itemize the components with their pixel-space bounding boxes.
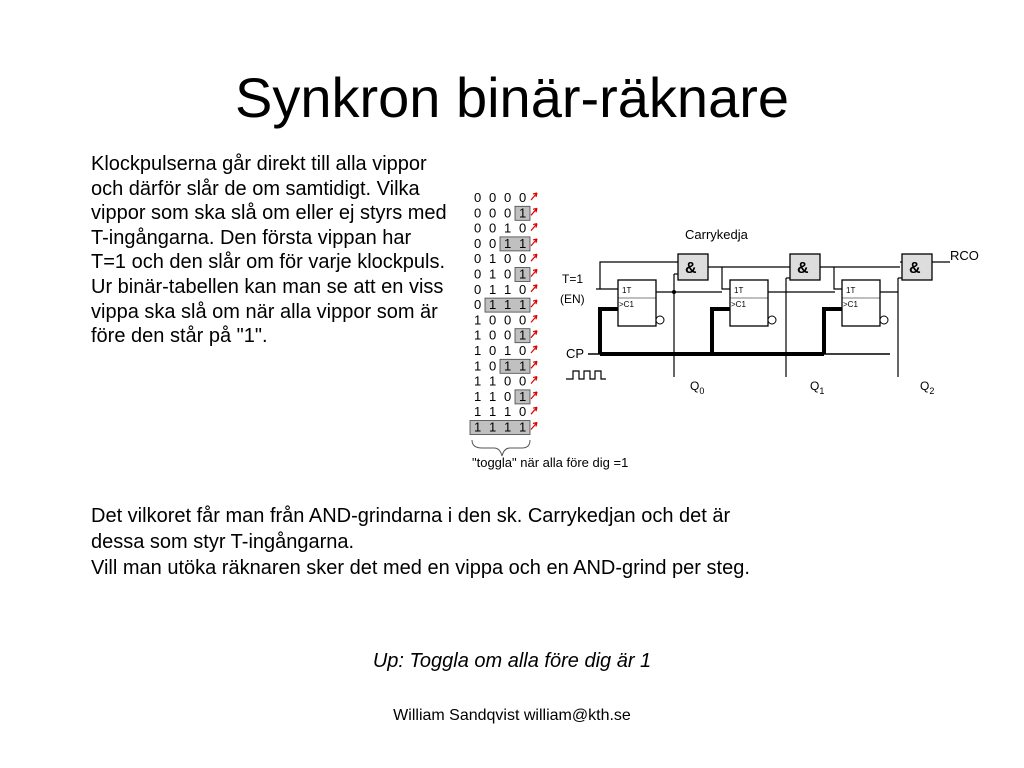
flip-flop-2	[842, 280, 888, 326]
table-bit: 1	[519, 297, 527, 313]
toggle-arrow-icon	[531, 254, 537, 261]
table-bit: 0	[504, 327, 512, 343]
toggle-arrow-icon	[531, 193, 537, 200]
and0-symbol: &	[685, 260, 697, 277]
table-bit: 0	[474, 266, 482, 282]
intro-paragraph: Klockpulserna går direkt till alla vippor och därför slår de om samtidigt. Vilka vippor som ska slå om eller ej styrs med T-ingångarna. Den första vippan har T=1 och den slår om för varje klockpuls. Ur binär-tabellen kan man se att en viss vippa ska slå om när alla vippor som är före den står på "1".	[91, 153, 447, 348]
clk-to-ff1	[712, 309, 730, 354]
ff0-c-label: >C1	[619, 300, 634, 309]
table-bit: 0	[504, 312, 512, 328]
table-bit: 1	[474, 404, 482, 420]
body-line-2: dessa som styr T-ingångarna.	[91, 531, 355, 553]
table-caption: "toggla" när alla före dig =1	[472, 455, 629, 470]
table-bit: 1	[504, 343, 512, 358]
slide-title: Synkron binär-räknare	[234, 66, 790, 129]
table-bit: 0	[489, 343, 497, 358]
table-bit: 0	[489, 205, 497, 221]
q1-label: $Q_1$	[810, 379, 825, 396]
flip-flop-0	[618, 280, 664, 326]
table-bit: 1	[474, 343, 482, 358]
table-bit: 1	[504, 281, 512, 297]
toggle-arrow-icon	[531, 331, 537, 338]
table-bit: 0	[489, 358, 497, 374]
toggle-arrow-icon	[531, 270, 537, 277]
table-bit: 0	[489, 220, 497, 236]
table-bit: 1	[519, 358, 527, 374]
table-bit: 1	[519, 266, 527, 282]
table-bit: 0	[474, 281, 482, 297]
table-bit: 1	[519, 419, 527, 435]
table-bit: 1	[474, 327, 482, 343]
table-bit: 0	[519, 190, 527, 205]
table-bit: 0	[474, 205, 482, 221]
table-bit: 1	[504, 235, 512, 251]
table-bit: 0	[519, 312, 527, 328]
table-bit: 0	[519, 251, 527, 267]
table-bit: 0	[519, 220, 527, 236]
table-bit: 1	[519, 388, 527, 404]
and-gate-0	[678, 254, 708, 280]
table-bit: 0	[504, 373, 512, 389]
table-bit: 0	[474, 235, 482, 251]
cp-label: CP	[566, 346, 585, 361]
toggle-arrow-icon	[531, 377, 537, 384]
table-bit: 1	[489, 419, 497, 435]
table-bit: 0	[489, 312, 497, 328]
toggle-arrow-icon	[531, 392, 537, 399]
table-bit: 1	[489, 251, 497, 267]
table-bit: 1	[474, 419, 482, 435]
toggle-arrow-icon	[531, 361, 537, 368]
up-rule-text: Up: Toggla om alla före dig är 1	[372, 650, 652, 672]
clk-to-ff0	[600, 309, 618, 354]
and1-to-t2	[834, 267, 842, 289]
table-bit: 1	[489, 266, 497, 282]
table-bit: 1	[474, 312, 482, 328]
toggle-arrow-icon	[531, 346, 537, 353]
table-bit: 1	[489, 373, 497, 389]
table-bit: 1	[489, 388, 497, 404]
t-label: T=1	[562, 272, 584, 286]
table-bit: 0	[474, 220, 482, 236]
ff2-t-label: 1T	[846, 286, 856, 295]
ff1-t-label: 1T	[734, 286, 744, 295]
table-brace	[472, 440, 530, 456]
ff2-c-label: >C1	[843, 300, 858, 309]
toggle-arrow-icon	[531, 407, 537, 414]
table-bit: 0	[519, 373, 527, 389]
table-bit: 1	[519, 327, 527, 343]
binary-table	[470, 190, 537, 435]
table-bit: 1	[519, 205, 527, 221]
rco-label: RCO	[950, 248, 979, 263]
toggle-arrow-icon	[531, 224, 537, 231]
en-label: (EN)	[560, 292, 585, 306]
q0-label: $Q_0$	[690, 379, 705, 396]
ff0-t-label: 1T	[622, 286, 632, 295]
and0-to-t1	[722, 267, 730, 289]
and1-symbol: &	[797, 260, 809, 277]
explanation-body	[91, 503, 971, 581]
clock-waveform	[566, 371, 606, 379]
toggle-arrow-icon	[531, 239, 537, 246]
table-bit: 1	[504, 404, 512, 420]
table-bit: 0	[489, 190, 497, 205]
table-bit: 1	[519, 235, 527, 251]
table-bit: 0	[504, 190, 512, 205]
table-bit: 1	[504, 358, 512, 374]
table-bit: 1	[489, 281, 497, 297]
table-bit: 1	[489, 404, 497, 420]
and-gate-2	[902, 254, 932, 280]
body-line-1: Det vilkoret får man från AND-grindarna i den sk. Carrykedjan och det är	[91, 505, 731, 527]
table-bit: 0	[519, 404, 527, 420]
counter-circuit-figure	[460, 182, 988, 482]
table-bit: 0	[504, 388, 512, 404]
toggle-arrow-icon	[531, 208, 537, 215]
table-bit: 1	[474, 373, 482, 389]
flip-flop-1	[730, 280, 776, 326]
table-bit: 1	[504, 220, 512, 236]
table-bit: 1	[489, 297, 497, 313]
table-bit: 1	[504, 297, 512, 313]
table-bit: 0	[504, 205, 512, 221]
table-bit: 0	[489, 327, 497, 343]
table-bit: 0	[474, 297, 482, 313]
table-bit: 0	[519, 343, 527, 358]
and-gate-1	[790, 254, 820, 280]
table-bit: 0	[519, 281, 527, 297]
carry-label: Carrykedja	[685, 227, 748, 242]
ff1-c-label: >C1	[731, 300, 746, 309]
body-line-3: Vill man utöka räknaren sker det med en vippa och en AND-grind per steg.	[91, 557, 750, 579]
toggle-arrow-icon	[531, 285, 537, 292]
table-bit: 1	[474, 388, 482, 404]
table-bit: 0	[474, 251, 482, 267]
and2-symbol: &	[909, 260, 921, 277]
toggle-arrow-icon	[531, 423, 537, 430]
table-bit: 0	[474, 190, 482, 205]
table-bit: 0	[489, 235, 497, 251]
table-bit: 1	[474, 358, 482, 374]
footer-author: William Sandqvist william@kth.se	[393, 707, 631, 724]
clk-to-ff2	[824, 309, 842, 354]
toggle-arrow-icon	[531, 300, 537, 307]
table-bit: 0	[504, 266, 512, 282]
table-bit: 1	[504, 419, 512, 435]
q2-label: $Q_2$	[920, 379, 935, 396]
table-bit: 0	[504, 251, 512, 267]
toggle-arrow-icon	[531, 315, 537, 322]
